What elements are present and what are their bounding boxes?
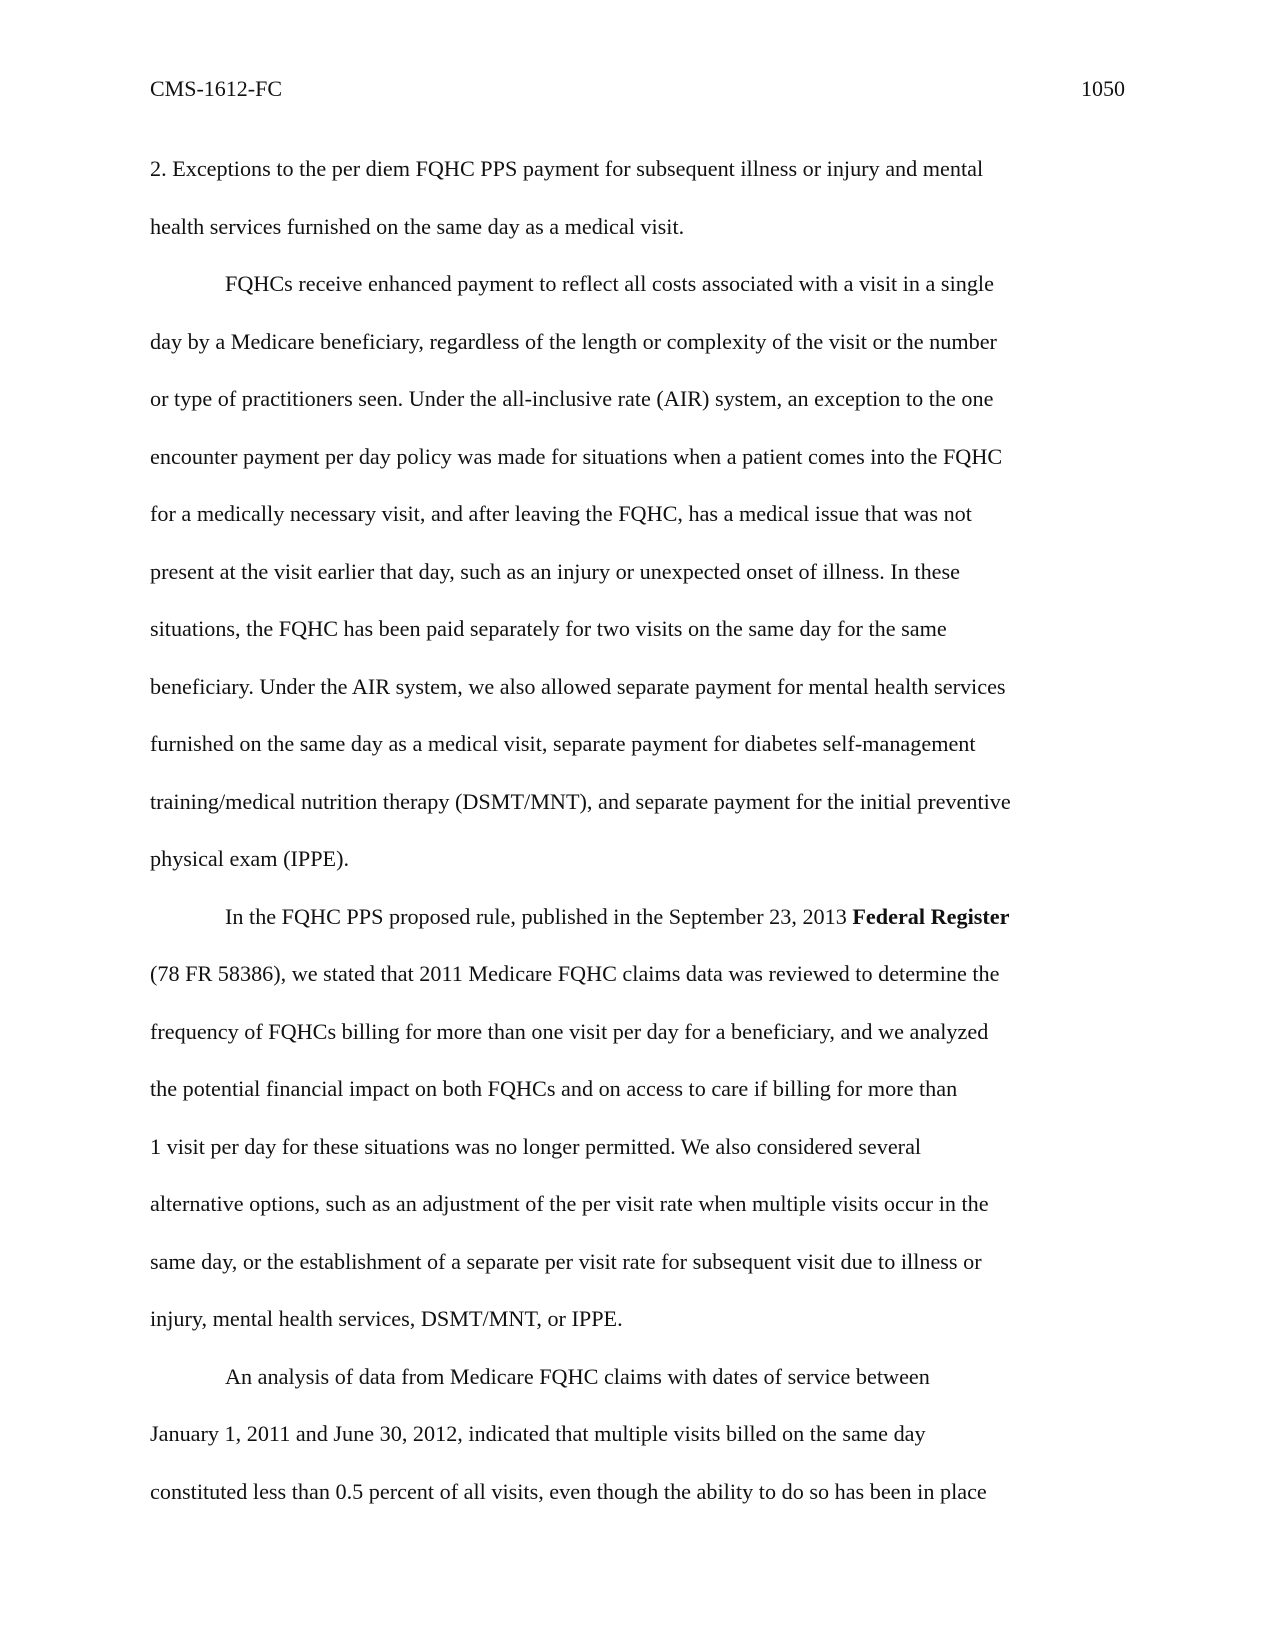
text-line: same day, or the establishment of a separate per visit rate for subsequent visit due to illness or xyxy=(150,1248,982,1274)
paragraph-3 xyxy=(150,1348,1125,1521)
text-line: or type of practitioners seen. Under the all-inclusive rate (AIR) system, an exception to the one xyxy=(150,386,994,411)
text-line: situations, the FQHC has been paid separately for two visits on the same day for the same xyxy=(150,616,947,641)
page-number: 1050 xyxy=(1081,76,1125,101)
section-heading xyxy=(150,140,1125,255)
text-line: health services furnished on the same day as a medical visit. xyxy=(150,213,685,239)
text-line: 1 visit per day for these situations was no longer permitted. We also considered several xyxy=(150,1133,922,1159)
text-line: constituted less than 0.5 percent of all visits, even though the ability to do so has been in place xyxy=(150,1478,987,1504)
publication-name: Federal Register xyxy=(852,903,1010,929)
paragraph-2 xyxy=(150,888,1125,1348)
text-line: day by a Medicare beneficiary, regardless of the length or complexity of the visit or the number xyxy=(150,328,997,354)
text-line: January 1, 2011 and June 30, 2012, indicated that multiple visits billed on the same day xyxy=(150,1421,926,1446)
text-line: 2. Exceptions to the per diem FQHC PPS payment for subsequent illness or injury and mental xyxy=(150,156,984,181)
text-line: injury, mental health services, DSMT/MNT, or IPPE. xyxy=(150,1306,623,1331)
paragraph-1 xyxy=(150,255,1125,888)
document-body xyxy=(150,140,1125,1520)
text-line: (78 FR 58386), we stated that 2011 Medicare FQHC claims data was reviewed to determine the xyxy=(150,961,1000,986)
text-line: beneficiary. Under the AIR system, we also allowed separate payment for mental health services xyxy=(150,673,1006,699)
text-line xyxy=(150,888,1125,946)
text-line: An analysis of data from Medicare FQHC claims with dates of service between xyxy=(225,1363,930,1389)
text-line: alternative options, such as an adjustment of the per visit rate when multiple visits occur in the xyxy=(150,1191,989,1216)
page-header xyxy=(150,72,1125,106)
text-line: for a medically necessary visit, and after leaving the FQHC, has a medical issue that was not xyxy=(150,501,972,526)
text-line: physical exam (IPPE). xyxy=(150,846,350,871)
text-line: furnished on the same day as a medical visit, separate payment for diabetes self-management xyxy=(150,731,976,756)
text-line: encounter payment per day policy was made for situations when a patient comes into the FQHC xyxy=(150,443,1003,469)
text-line: frequency of FQHCs billing for more than one visit per day for a beneficiary, and we analyzed xyxy=(150,1018,989,1044)
text-line: FQHCs receive enhanced payment to reflect all costs associated with a visit in a single xyxy=(225,271,994,296)
text-line: the potential financial impact on both FQHCs and on access to care if billing for more than xyxy=(150,1076,958,1101)
document-id: CMS-1612-FC xyxy=(150,76,283,101)
text-run: In the FQHC PPS proposed rule, published in the September 23, 2013 xyxy=(225,903,853,929)
text-line: present at the visit earlier that day, such as an injury or unexpected onset of illness. In these xyxy=(150,558,961,584)
text-line: training/medical nutrition therapy (DSMT/MNT), and separate payment for the initial preventive xyxy=(150,788,1011,814)
